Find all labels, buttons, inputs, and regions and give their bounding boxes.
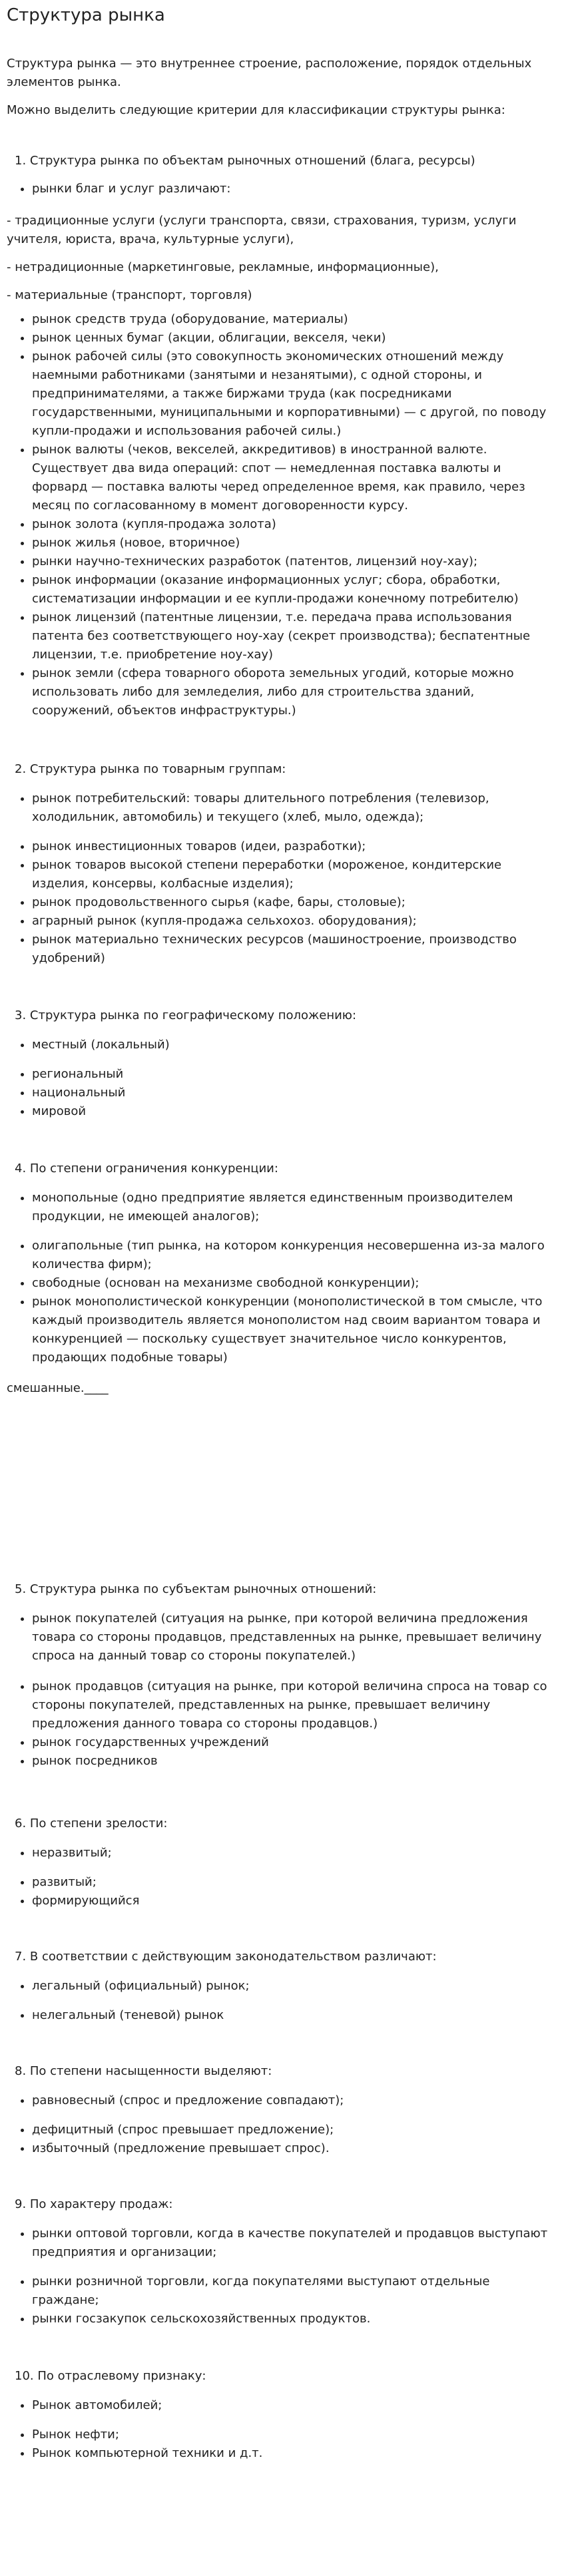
section-7-heading: 7. В соответствии с действующим законодательством различают: — [15, 1950, 437, 1964]
section-5-first-list — [0, 1610, 555, 1665]
list-item: • рынок золота (купля-продажа золота) — [32, 515, 555, 534]
section-4-heading: 4. По степени ограничения конкуренции: — [15, 1162, 278, 1176]
section-3-heading: 3. Структура рынка по географическому положению: — [15, 1008, 357, 1022]
section-8-first-list — [0, 2091, 555, 2110]
list-item: • избыточный (предложение превышает спрос). — [32, 2139, 555, 2158]
list-item: • свободные (основан на механизме свободной конкуренции); — [32, 1274, 555, 1293]
section-4-first-list — [0, 1189, 555, 1226]
list-item: • Рынок автомобилей; — [32, 2396, 555, 2415]
list-item: • рынок продавцов (ситуация на рынке, при которой величина спроса на товар со стороны покупателей, представленных на рынке, превышает величину предложения данного товара со стороны продавцов.) — [32, 1677, 555, 1733]
list-item: • нелегальный (теневой) рынок — [32, 2006, 555, 2025]
list-item: • рынки благ и услуг различают: — [32, 180, 555, 198]
section-2-list — [0, 837, 555, 968]
section-5-list — [0, 1677, 555, 1771]
list-item: • легальный (официальный) рынок; — [32, 1977, 555, 1996]
list-item: • рынок инвестиционных товаров (идеи, разработки); — [32, 837, 555, 856]
list-item: • мировой — [32, 1102, 555, 1121]
section-10-first-list — [0, 2396, 555, 2415]
section-9-first-list — [0, 2225, 555, 2262]
page-title: Структура рынка — [7, 5, 165, 25]
section-6-list — [0, 1873, 555, 1910]
list-item: • рынок лицензий (патентные лицензии, т.е. передача права использования патента без соответствующего ноу-хау (секрет производства); беспатентные лицензии, т.е. приобретение ноу-хау) — [32, 608, 555, 664]
list-item: • рынки госзакупок сельскохозяйственных продуктов. — [32, 2310, 555, 2328]
list-item: • рынок валюты (чеков, векселей, аккредитивов) в иностранной валюте. Существует два вида операций: спот — немедленная поставка валюты и форвард — поставка валюты черед определенное время, как правило, через месяц по согласованному в момент договоренности курсу. — [32, 441, 555, 515]
section-9-list — [0, 2272, 555, 2328]
list-item: • рынки научно-технических разработок (патентов, лицензий ноу-хау); — [32, 552, 555, 571]
section-3-first-list — [0, 1036, 555, 1054]
list-item: • рынок рабочей силы (это совокупность экономических отношений между наемными работниками (занятыми и незанятыми), с одной стороны, и предпринимателями, а также биржами труда (как посредниками государственными, муниципальными и корпоративными) — с другой, по поводу купли-продажи и использования рабочей силы.) — [32, 347, 555, 441]
list-item: • рынок монополистической конкуренции (монополистической в том смысле, что каждый производитель является монополистом над своим вариантом товара и конкуренцией — поскольку существует значительное число конкурентов, продающих подобные товары) — [32, 1293, 555, 1367]
list-item: • аграрный рынок (купля-продажа сельхохоз. оборудования); — [32, 912, 555, 931]
list-item: • неразвитый; — [32, 1844, 555, 1862]
section-8-list — [0, 2121, 555, 2158]
list-item: • формирующийся — [32, 1892, 555, 1910]
list-item: • рынок жилья (новое, вторичное) — [32, 534, 555, 552]
list-item: • рынок материально технических ресурсов (машиностроение, производство удобрений) — [32, 931, 555, 968]
service-type-line: - традиционные услуги (услуги транспорта, связи, страхования, туризм, услуги учителя, юриста, врача, культурные услуги), — [7, 214, 517, 246]
list-item: • Рынок компьютерной техники и д.т. — [32, 2444, 555, 2463]
section-1-heading: 1. Структура рынка по объектам рыночных отношений (блага, ресурсы) — [15, 154, 475, 168]
list-item: • рынок товаров высокой степени переработки (мороженое, кондитерские изделия, консервы, колбасные изделия); — [32, 856, 555, 893]
section-7-first-list — [0, 1977, 555, 1996]
section-6-heading: 6. По степени зрелости: — [15, 1817, 168, 1830]
list-item: • рынки розничной торговли, когда покупателями выступают отдельные граждане; — [32, 2272, 555, 2310]
section-10-heading: 10. По отраслевому признаку: — [15, 2369, 206, 2383]
list-item: • национальный — [32, 1084, 555, 1102]
list-item: • рынок потребительский: товары длительного потребления (телевизор, холодильник, автомобиль) и текущего (хлеб, мыло, одежда); — [32, 789, 555, 827]
list-item: • монопольные (одно предприятие является единственным производителем продукции, не имеющей аналогов); — [32, 1189, 555, 1226]
service-type-line: - материальные (транспорт, торговля) — [7, 288, 252, 302]
list-item: • рынок средств труда (оборудование, материалы) — [32, 310, 555, 329]
list-item: • равновесный (спрос и предложение совпадают); — [32, 2091, 555, 2110]
section-10-list — [0, 2426, 555, 2463]
section-6-first-list — [0, 1844, 555, 1862]
list-item: • местный (локальный) — [32, 1036, 555, 1054]
section-2-first-list — [0, 789, 555, 827]
section-8-heading: 8. По степени насыщенности выделяют: — [15, 2064, 272, 2078]
list-item: • рынок государственных учреждений — [32, 1733, 555, 1752]
section-4-tail-text: смешанные.____ — [7, 1381, 109, 1395]
list-item: • олигапольные (тип рынка, на котором конкуренция несовершенна из-за малого количества фирм); — [32, 1237, 555, 1274]
list-item: • рынок покупателей (ситуация на рынке, при которой величина предложения товара со стороны продавцов, представленных на рынке, превышает величину спроса на данный товар со стороны покупателей.) — [32, 1610, 555, 1665]
section-3-list — [0, 1065, 555, 1121]
list-item: • рынки оптовой торговли, когда в качестве покупателей и продавцов выступают предприятия и организации; — [32, 2225, 555, 2262]
list-item: • рынок земли (сфера товарного оборота земельных угодий, которые можно использовать либо для земледелия, либо для строительства зданий, сооружений, объектов инфраструктуры.) — [32, 664, 555, 720]
section-7-list — [0, 2006, 555, 2025]
list-item: • Рынок нефти; — [32, 2426, 555, 2444]
list-item: • рынок информации (оказание информационных услуг; сбора, обработки, систематизации информации и ее купли-продажи конечному потребителю) — [32, 571, 555, 608]
section-9-heading: 9. По характеру продаж: — [15, 2197, 173, 2211]
list-item: • региональный — [32, 1065, 555, 1084]
list-item: • рынок посредников — [32, 1752, 555, 1771]
section-4-list — [0, 1237, 555, 1367]
intro-definition: Структура рынка — это внутреннее строение, расположение, порядок отдельных элементов рынка. — [7, 57, 532, 89]
list-item: • развитый; — [32, 1873, 555, 1892]
intro-criteria: Можно выделить следующие критерии для классификации структуры рынка: — [7, 103, 505, 117]
section-1-first-list — [0, 180, 555, 198]
section-2-heading: 2. Структура рынка по товарным группам: — [15, 762, 286, 776]
list-item: • рынок продовольственного сырья (кафе, бары, столовые); — [32, 893, 555, 912]
section-1-list — [0, 310, 555, 720]
list-item: • дефицитный (спрос превышает предложение); — [32, 2121, 555, 2139]
service-type-line: - нетрадиционные (маркетинговые, рекламные, информационные), — [7, 260, 439, 274]
list-item: • рынок ценных бумаг (акции, облигации, векселя, чеки) — [32, 329, 555, 347]
section-5-heading: 5. Структура рынка по субъектам рыночных отношений: — [15, 1582, 377, 1596]
